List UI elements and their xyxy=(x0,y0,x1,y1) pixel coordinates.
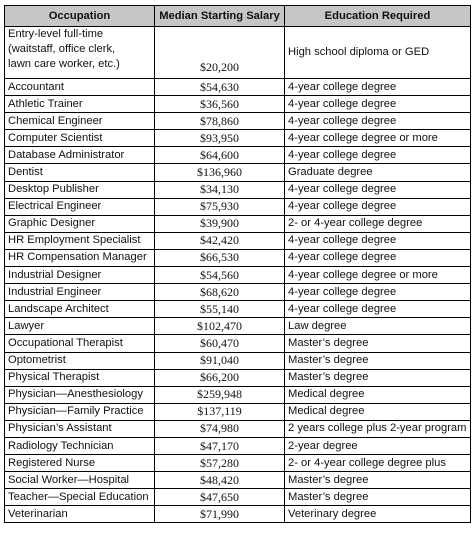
table-row xyxy=(5,198,471,215)
education-cell: Master’s degree xyxy=(285,472,471,489)
table-row xyxy=(5,267,471,284)
occupation-cell: Accountant xyxy=(5,79,155,96)
occupation-cell: Physician—Family Practice xyxy=(5,403,155,420)
education-cell: 4-year college degree xyxy=(285,232,471,249)
salary-cell: $57,280 xyxy=(155,455,285,472)
education-cell: 4-year college degree xyxy=(285,301,471,318)
table-row xyxy=(5,301,471,318)
table-row xyxy=(5,113,471,130)
education-cell: 2-year degree xyxy=(285,437,471,454)
table-row xyxy=(5,215,471,232)
table-row xyxy=(5,420,471,437)
salary-cell: $55,140 xyxy=(155,301,285,318)
table-row xyxy=(5,130,471,147)
table-row xyxy=(5,506,471,523)
table-row xyxy=(5,164,471,181)
occupation-line: Entry-level full-time xyxy=(8,28,104,40)
education-cell: High school diploma or GED xyxy=(285,27,471,79)
table-row xyxy=(5,249,471,266)
occupation-cell: Athletic Trainer xyxy=(5,96,155,113)
salary-cell: $78,860 xyxy=(155,113,285,130)
salary-cell: $47,650 xyxy=(155,489,285,506)
salary-cell: $20,200 xyxy=(155,27,285,79)
education-cell: Medical degree xyxy=(285,386,471,403)
table-row xyxy=(5,472,471,489)
education-cell: 4-year college degree xyxy=(285,147,471,164)
occupation-cell: Desktop Publisher xyxy=(5,181,155,198)
education-cell: Graduate degree xyxy=(285,164,471,181)
salary-cell: $54,630 xyxy=(155,79,285,96)
education-cell: Veterinary degree xyxy=(285,506,471,523)
occupation-cell: Electrical Engineer xyxy=(5,198,155,215)
header-education: Education Required xyxy=(285,6,471,27)
table-row xyxy=(5,96,471,113)
occupation-cell: Lawyer xyxy=(5,318,155,335)
salary-cell: $68,620 xyxy=(155,284,285,301)
occupation-cell: Landscape Architect xyxy=(5,301,155,318)
salary-cell: $71,990 xyxy=(155,506,285,523)
salary-cell: $66,530 xyxy=(155,249,285,266)
table-row xyxy=(5,352,471,369)
occupation-cell: Teacher—Special Education xyxy=(5,489,155,506)
table-row xyxy=(5,284,471,301)
salary-cell: $36,560 xyxy=(155,96,285,113)
occupation-cell: Industrial Engineer xyxy=(5,284,155,301)
table-row xyxy=(5,79,471,96)
occupation-cell: Database Administrator xyxy=(5,147,155,164)
occupation-cell: Physician’s Assistant xyxy=(5,420,155,437)
header-row xyxy=(5,6,471,27)
occupation-cell: HR Employment Specialist xyxy=(5,232,155,249)
education-cell: Master’s degree xyxy=(285,489,471,506)
salary-cell: $91,040 xyxy=(155,352,285,369)
table-row xyxy=(5,27,471,79)
occupation-cell: Social Worker—Hospital xyxy=(5,472,155,489)
education-cell: Law degree xyxy=(285,318,471,335)
occupation-cell: Graphic Designer xyxy=(5,215,155,232)
table-row xyxy=(5,489,471,506)
occupation-line: (waitstaff, office clerk, xyxy=(8,43,116,55)
occupation-cell: Industrial Designer xyxy=(5,267,155,284)
occupation-cell: Dentist xyxy=(5,164,155,181)
table-row xyxy=(5,335,471,352)
education-cell: 2- or 4-year college degree plus xyxy=(285,455,471,472)
header-salary: Median Starting Salary xyxy=(155,6,285,27)
occupation-cell: Chemical Engineer xyxy=(5,113,155,130)
salary-cell: $64,600 xyxy=(155,147,285,164)
salary-cell: $39,900 xyxy=(155,215,285,232)
table-row xyxy=(5,318,471,335)
table-row xyxy=(5,181,471,198)
header-occupation: Occupation xyxy=(5,6,155,27)
occupation-cell: Computer Scientist xyxy=(5,130,155,147)
salary-cell: $102,470 xyxy=(155,318,285,335)
salary-cell: $48,420 xyxy=(155,472,285,489)
education-cell: Master’s degree xyxy=(285,352,471,369)
education-cell: Master’s degree xyxy=(285,335,471,352)
salary-cell: $93,950 xyxy=(155,130,285,147)
occupation-cell: Radiology Technician xyxy=(5,437,155,454)
table-row xyxy=(5,437,471,454)
occupation-cell: Physical Therapist xyxy=(5,369,155,386)
salary-cell: $47,170 xyxy=(155,437,285,454)
salary-table xyxy=(4,5,471,523)
education-cell: 2 years college plus 2-year program xyxy=(285,420,471,437)
table-row xyxy=(5,232,471,249)
salary-cell: $60,470 xyxy=(155,335,285,352)
education-cell: 2- or 4-year college degree xyxy=(285,215,471,232)
table-row xyxy=(5,455,471,472)
education-cell: 4-year college degree xyxy=(285,198,471,215)
education-cell: 4-year college degree xyxy=(285,113,471,130)
education-cell: 4-year college degree xyxy=(285,181,471,198)
education-cell: Medical degree xyxy=(285,403,471,420)
table-row xyxy=(5,403,471,420)
salary-cell: $54,560 xyxy=(155,267,285,284)
salary-cell: $75,930 xyxy=(155,198,285,215)
salary-cell: $74,980 xyxy=(155,420,285,437)
occupation-cell: Optometrist xyxy=(5,352,155,369)
education-cell: 4-year college degree xyxy=(285,249,471,266)
salary-cell: $66,200 xyxy=(155,369,285,386)
education-cell: 4-year college degree or more xyxy=(285,267,471,284)
table-row xyxy=(5,386,471,403)
salary-cell: $259,948 xyxy=(155,386,285,403)
education-cell: 4-year college degree xyxy=(285,284,471,301)
table-row xyxy=(5,369,471,386)
education-cell: 4-year college degree or more xyxy=(285,130,471,147)
occupation-cell xyxy=(5,27,155,79)
education-cell: Master’s degree xyxy=(285,369,471,386)
salary-cell: $34,130 xyxy=(155,181,285,198)
table-row xyxy=(5,147,471,164)
occupation-cell: HR Compensation Manager xyxy=(5,249,155,266)
occupation-cell: Occupational Therapist xyxy=(5,335,155,352)
education-cell: 4-year college degree xyxy=(285,96,471,113)
occupation-cell: Physician—Anesthesiology xyxy=(5,386,155,403)
education-cell: 4-year college degree xyxy=(285,79,471,96)
occupation-cell: Veterinarian xyxy=(5,506,155,523)
occupation-cell: Registered Nurse xyxy=(5,455,155,472)
salary-cell: $137,119 xyxy=(155,403,285,420)
occupation-line: lawn care worker, etc.) xyxy=(8,58,120,70)
salary-cell: $136,960 xyxy=(155,164,285,181)
salary-cell: $42,420 xyxy=(155,232,285,249)
